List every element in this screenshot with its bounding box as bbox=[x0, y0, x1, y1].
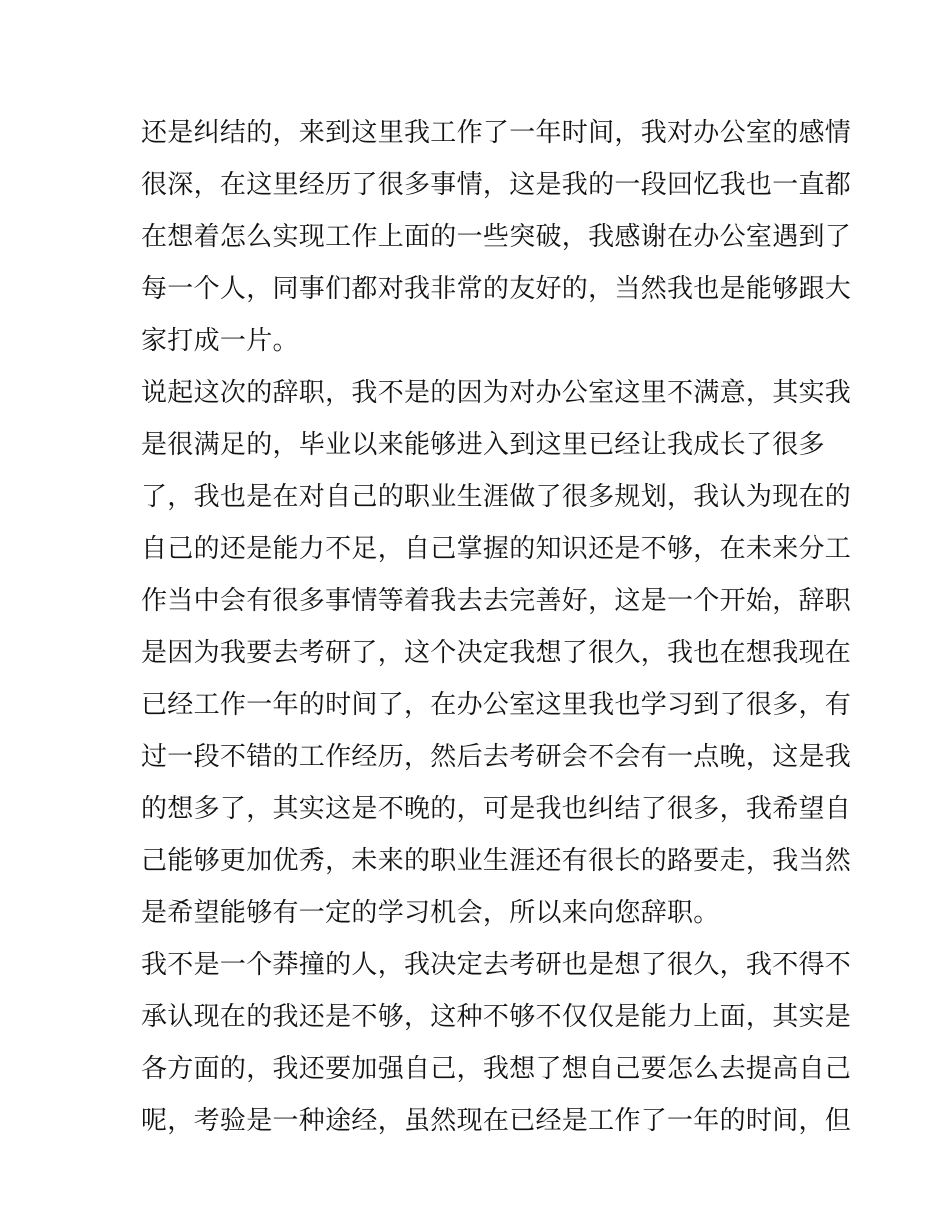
paragraph-2-line-8: 过一段不错的工作经历，然后去考研会不会有一点晚，这是我 bbox=[141, 742, 852, 772]
paragraph-3-line-1: 我不是一个莽撞的人，我决定去考研也是想了很久，我不得不 bbox=[141, 950, 852, 980]
paragraph-2-line-11: 是希望能够有一定的学习机会，所以来向您辞职。 bbox=[141, 898, 720, 928]
paragraph-1-line-3: 在想着怎么实现工作上面的一些突破，我感谢在办公室遇到了 bbox=[141, 222, 852, 252]
paragraph-1-line-1: 还是纠结的，来到这里我工作了一年时间，我对办公室的感情 bbox=[141, 118, 852, 148]
paragraph-2-line-2: 是很满足的，毕业以来能够进入到这里已经让我成长了很多 bbox=[141, 430, 825, 460]
paragraph-2-line-3: 了，我也是在对自己的职业生涯做了很多规划，我认为现在的 bbox=[141, 482, 852, 512]
paragraph-3-line-2: 承认现在的我还是不够，这种不够不仅仅是能力上面，其实是 bbox=[141, 1002, 852, 1032]
paragraph-3-line-3: 各方面的，我还要加强自己，我想了想自己要怎么去提高自己 bbox=[141, 1054, 852, 1084]
paragraph-1-line-2: 很深，在这里经历了很多事情，这是我的一段回忆我也一直都 bbox=[141, 170, 852, 200]
paragraph-2-line-5: 作当中会有很多事情等着我去去完善好，这是一个开始，辞职 bbox=[141, 586, 852, 616]
paragraph-1-line-5: 家打成一片。 bbox=[141, 326, 299, 356]
paragraph-3-line-4: 呢，考验是一种途经，虽然现在已经是工作了一年的时间，但 bbox=[141, 1106, 852, 1136]
paragraph-2-line-4: 自己的还是能力不足，自己掌握的知识还是不够，在未来分工 bbox=[141, 534, 852, 564]
paragraph-2-line-9: 的想多了，其实这是不晚的，可是我也纠结了很多，我希望自 bbox=[141, 794, 852, 824]
paragraph-2-line-1: 说起这次的辞职，我不是的因为对办公室这里不满意，其实我 bbox=[141, 378, 852, 408]
document-body bbox=[141, 107, 852, 1147]
paragraph-2-line-10: 己能够更加优秀，未来的职业生涯还有很长的路要走，我当然 bbox=[141, 846, 852, 876]
paragraph-2-line-6: 是因为我要去考研了，这个决定我想了很久，我也在想我现在 bbox=[141, 638, 852, 668]
paragraph-2-line-7: 已经工作一年的时间了，在办公室这里我也学习到了很多，有 bbox=[141, 690, 852, 720]
paragraph-1-line-4: 每一个人，同事们都对我非常的友好的，当然我也是能够跟大 bbox=[141, 274, 852, 304]
